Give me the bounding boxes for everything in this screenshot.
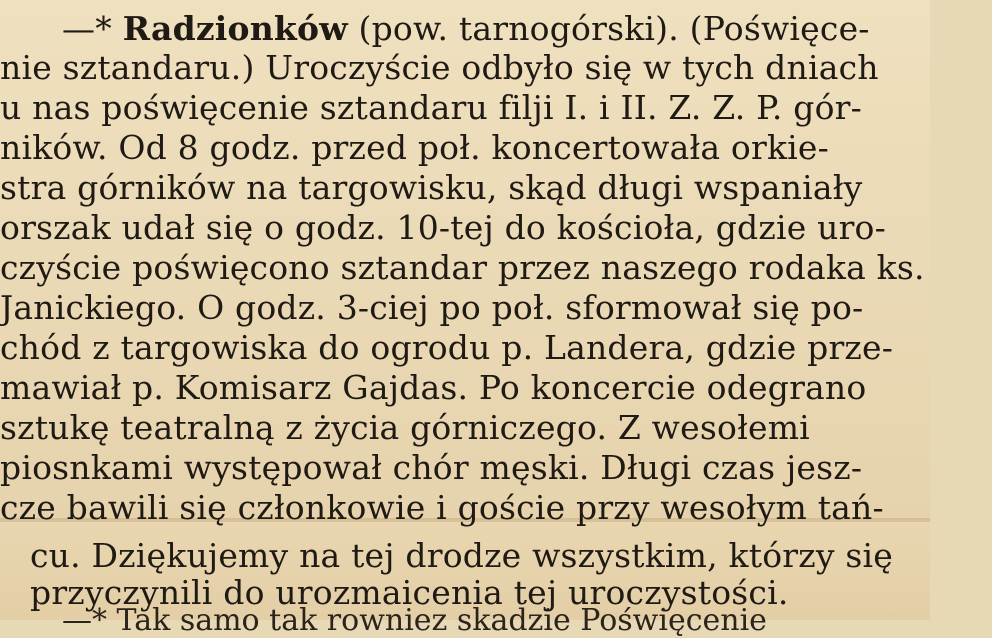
article-line: ników. Od 8 godz. przed poł. koncertowała orkie- [0,128,830,167]
article-line: sztukę teatralną z życia górniczego. Z wesołemi [0,408,810,447]
article-line: u nas poświęcenie sztandaru filji I. i II. Z. Z. P. gór- [0,88,862,127]
article-dash: —* [62,9,112,48]
article-line: czyście poświęcono sztandar przez naszego rodaka ks. [0,248,925,287]
article-line: orszak udał się o godz. 10-tej do kościoła, gdzie uro- [0,208,886,247]
article-first-line [62,8,992,50]
article-line: piosnkami występował chór męski. Długi czas jesz- [0,448,863,487]
article-heading: Radzionków [122,9,348,48]
article-line-0: (pow. tarnogórski). (Poświęce- [347,9,870,48]
next-article-fragment: —* Tak samo tak rowniez skadzie Poświęcenie [62,603,767,638]
article-line: stra górników na targowisku, skąd długi wspaniały [0,168,863,207]
article-line: chód z targowiska do ogrodu p. Landera, gdzie prze- [0,328,894,367]
article-line: cze bawili się członkowie i goście przy wesołym tań- [0,488,884,527]
continuation-line: cu. Dziękujemy na tej drodze wszystkim, którzy się [30,536,893,575]
article-line: nie sztandaru.) Uroczyście odbyło się w tych dniach [0,48,879,87]
article-line: mawiał p. Komisarz Gajdas. Po koncercie odegrano [0,368,867,407]
article-line: Janickiego. O godz. 3-ciej po poł. sformował się po- [0,288,864,327]
continuation-line: przyczynili do urozmaicenia tej uroczystości. [30,573,789,612]
